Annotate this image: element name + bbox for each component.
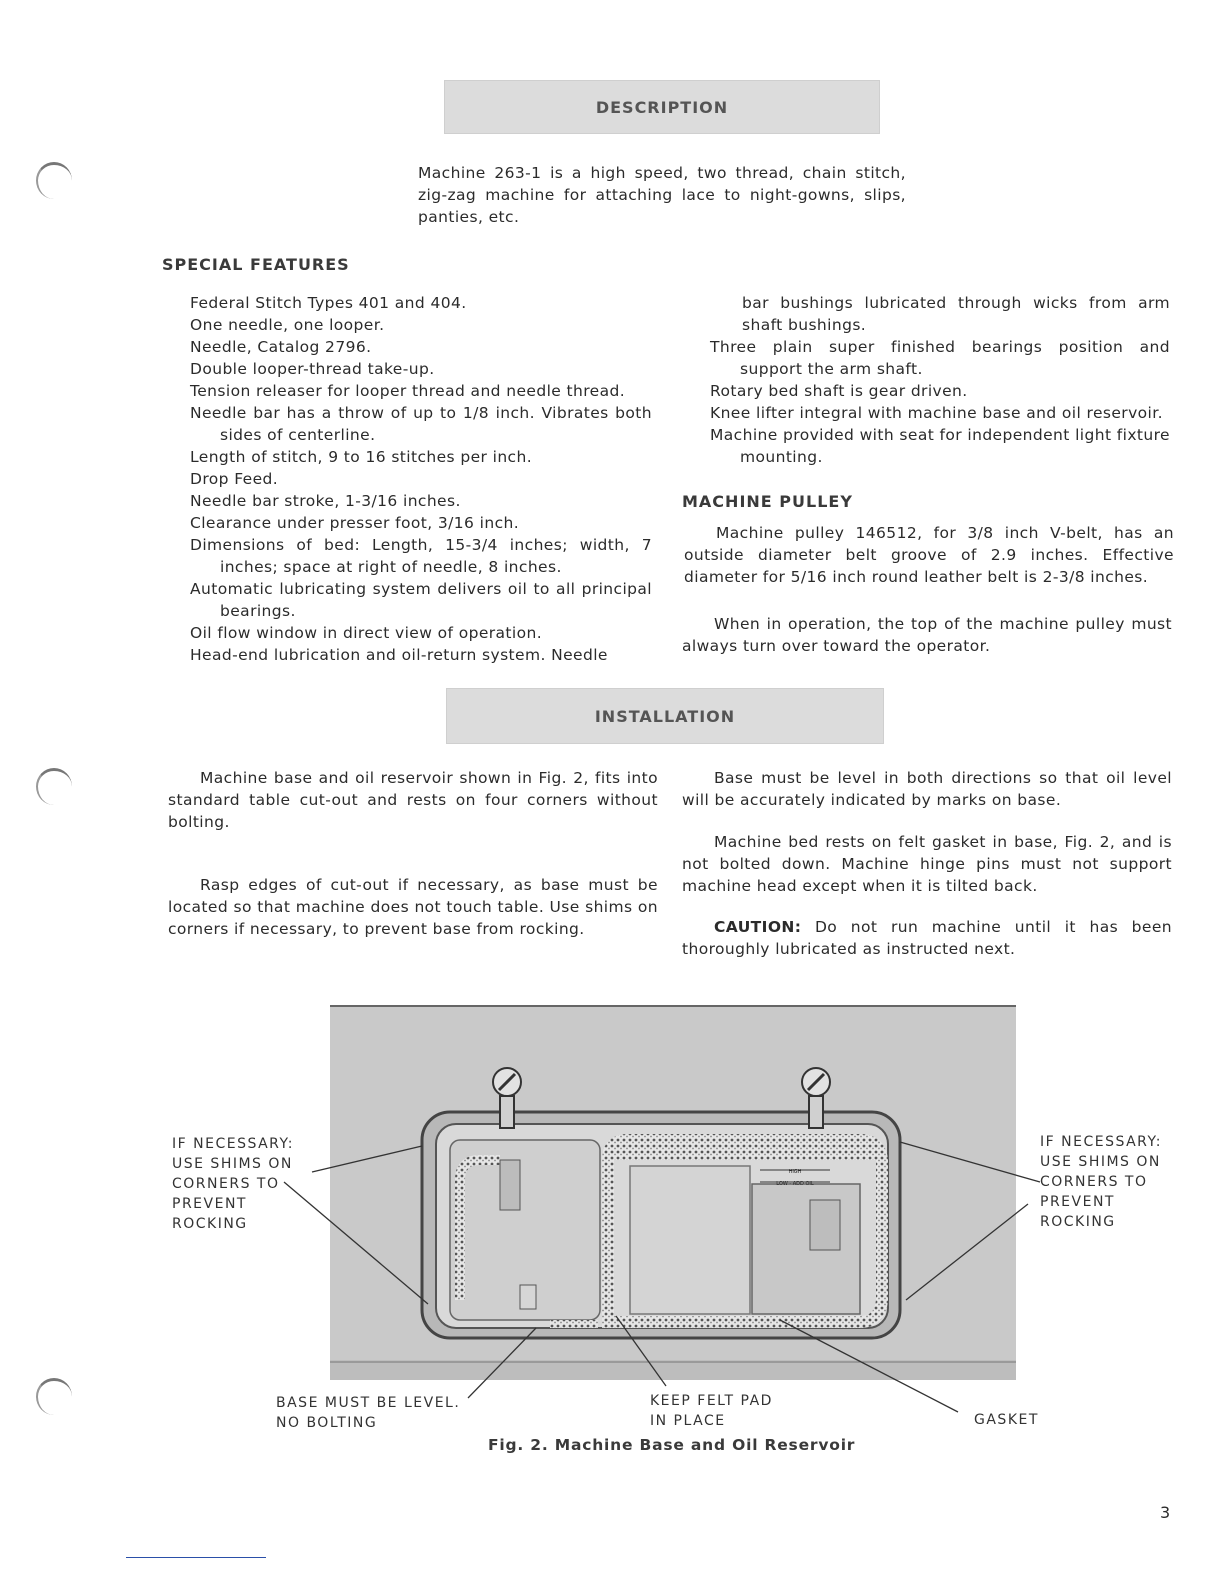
oil-level-high: HIGH — [788, 1169, 802, 1175]
description-intro: Machine 263-1 is a high speed, two thread, chain stitch, zig-zag machine for attaching lace to night-gowns, slips, panties, etc. — [418, 164, 906, 226]
installation-left-para1: Machine base and oil reservoir shown in Fig. 2, fits into standard table cut-out and rests on four corners without bolting. — [168, 769, 658, 831]
feature-item: Clearance under presser foot, 3/16 inch. — [190, 514, 520, 532]
machine-pulley-para1: Machine pulley 146512, for 3/8 inch V-belt, has an outside diameter belt groove of 2.9 inches. Effective diameter for 5/16 inch round leather belt is 2-3/8 inches. — [684, 524, 1174, 586]
label-line: PREVENT — [172, 1196, 247, 1212]
binder-hole-top — [36, 162, 72, 199]
figure-caption: Fig. 2. Machine Base and Oil Reservoir — [488, 1436, 856, 1454]
feature-item: Machine provided with seat for independent light fixture mounting. — [710, 426, 1170, 466]
installation-right-para2: Machine bed rests on felt gasket in base, Fig. 2, and is not bolted down. Machine hinge pins must not support machine head except when it is tilted back. — [682, 833, 1172, 895]
label-line: ROCKING — [1040, 1214, 1116, 1230]
page-number: 3 — [1160, 1503, 1171, 1522]
label-line: CORNERS TO — [172, 1176, 280, 1192]
installation-right-para1: Base must be level in both directions so that oil level will be accurately indicated by marks on base. — [682, 769, 1172, 809]
machine-pulley-para2: When in operation, the top of the machine pulley must always turn over toward the operator. — [682, 615, 1172, 655]
special-features-heading: SPECIAL FEATURES — [162, 255, 350, 274]
feature-item: Tension releaser for looper thread and needle thread. — [190, 382, 626, 400]
feature-item: Double looper-thread take-up. — [190, 360, 435, 378]
description-banner: DESCRIPTION — [444, 80, 880, 134]
feature-item: Length of stitch, 9 to 16 stitches per inch. — [190, 448, 533, 466]
label-line: IN PLACE — [650, 1413, 726, 1429]
feature-item: Knee lifter integral with machine base and oil reservoir. — [710, 404, 1163, 422]
label-line: IF NECESSARY: — [1040, 1134, 1162, 1150]
feature-item: Head-end lubrication and oil-return system. Needle — [190, 646, 608, 664]
feature-item: Oil flow window in direct view of operation. — [190, 624, 543, 642]
caution-text: Do not run machine until it has been thoroughly lubricated as instructed next. — [682, 918, 1172, 958]
label-gasket: GASKET — [974, 1412, 1039, 1428]
caution-note — [682, 916, 1172, 960]
feature-item: Three plain super finished bearings position and support the arm shaft. — [710, 338, 1170, 378]
features-right-column — [710, 292, 1170, 468]
label-shims-right — [1040, 1132, 1162, 1232]
label-base-level — [276, 1393, 460, 1433]
label-line: USE SHIMS ON — [1040, 1154, 1161, 1170]
feature-item: Drop Feed. — [190, 470, 279, 488]
label-line: CORNERS TO — [1040, 1174, 1148, 1190]
binder-hole-bottom — [36, 1378, 72, 1415]
oil-level-low: LOW - ADD OIL — [776, 1181, 814, 1187]
machine-pulley-heading: MACHINE PULLEY — [682, 492, 853, 511]
feature-item: Needle bar stroke, 1-3/16 inches. — [190, 492, 461, 510]
label-shims-left — [172, 1134, 294, 1234]
installation-banner: INSTALLATION — [446, 688, 884, 744]
label-felt-pad — [650, 1391, 773, 1431]
binder-hole-middle — [36, 768, 72, 805]
label-line: BASE MUST BE LEVEL. — [276, 1395, 461, 1411]
feature-item: Dimensions of bed: Length, 15-3/4 inches; width, 7 inches; space at right of needle, 8 inches. — [190, 536, 652, 576]
features-left-column — [190, 292, 652, 666]
feature-item: Automatic lubricating system delivers oil to all principal bearings. — [190, 580, 652, 620]
caution-label: CAUTION: — [714, 918, 802, 936]
label-line: NO BOLTING — [276, 1415, 378, 1431]
label-line: KEEP FELT PAD — [650, 1393, 773, 1409]
label-line: PREVENT — [1040, 1194, 1115, 1210]
installation-left-para2: Rasp edges of cut-out if necessary, as base must be located so that machine does not touch table. Use shims on corners if necessary, to prevent base from rocking. — [168, 876, 658, 938]
feature-item: Rotary bed shaft is gear driven. — [710, 382, 968, 400]
label-line: IF NECESSARY: — [172, 1136, 294, 1152]
feature-continuation: bar bushings lubricated through wicks from arm shaft bushings. — [742, 294, 1170, 334]
footer-rule — [126, 1557, 266, 1558]
feature-item: Federal Stitch Types 401 and 404. — [190, 294, 467, 312]
feature-item: Needle bar has a throw of up to 1/8 inch. Vibrates both sides of centerline. — [190, 404, 652, 444]
feature-item: One needle, one looper. — [190, 316, 385, 334]
feature-item: Needle, Catalog 2796. — [190, 338, 372, 356]
label-line: ROCKING — [172, 1216, 248, 1232]
label-line: USE SHIMS ON — [172, 1156, 293, 1172]
